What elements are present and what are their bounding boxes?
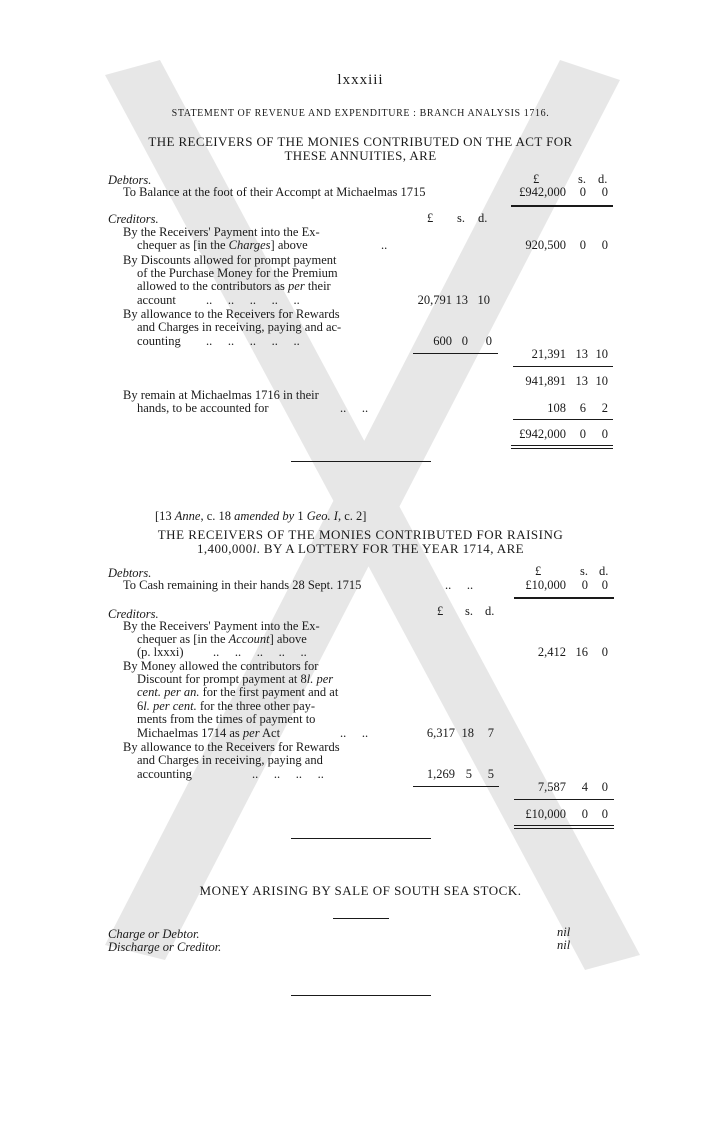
section1-c2-shillings: 13: [455, 293, 468, 307]
section2-c2-dots: .. ..: [340, 726, 369, 740]
act-ref-b: , c. 18: [200, 509, 235, 523]
section3-charge-label: Charge or Debtor.: [108, 927, 200, 941]
section2-c2-line3: [137, 686, 338, 700]
section1-c3-shillings: 0: [461, 334, 468, 348]
section1-c2-line3: [137, 280, 331, 294]
section1-c2-line3a: allowed to the contributors as: [137, 279, 289, 293]
section3-discharge-label: Discharge or Creditor.: [108, 940, 222, 954]
section1-c2-pounds: 20,791: [417, 293, 452, 307]
section2-title-line2-l: l: [252, 541, 257, 556]
section2-debtor-pence: 0: [601, 578, 608, 592]
section2-c2-line3b: for the first payment and at: [199, 685, 339, 699]
section2-inner-col-shillings: s.: [465, 604, 473, 618]
section1-remain-pence: 2: [601, 401, 608, 415]
page-number: lxxxiii: [337, 72, 384, 88]
section2-subtotal-shillings: 4: [581, 780, 588, 794]
section1-grand-pounds: £942,000: [519, 427, 566, 441]
section1-c1-shillings: 0: [579, 238, 586, 252]
section1-creditors-label: Creditors.: [108, 212, 159, 226]
section1-subtotal-pounds: 21,391: [531, 347, 566, 361]
statement-heading: STATEMENT OF REVENUE AND EXPENDITURE : BRANCH ANALYSIS 1716.: [171, 108, 550, 119]
section3-separator: [291, 995, 431, 996]
section2-grand-pounds: £10,000: [525, 807, 566, 821]
section2-c3-dots: .. .. .. ..: [252, 767, 324, 781]
section1-debtor-text: To Balance at the foot of their Accompt at Michaelmas 1715: [123, 185, 426, 199]
section1-c3-pence: 0: [485, 334, 492, 348]
section1-c2-dots: .. .. .. .. ..: [206, 293, 300, 307]
section1-c1-line1: By the Receivers' Payment into the Ex-: [123, 225, 320, 239]
section2-grand-double-rule: [514, 825, 614, 829]
section2-c3-line2: and Charges in receiving, paying and: [137, 753, 323, 767]
section2-c2-line4a: 6: [137, 699, 144, 713]
section1-debtor-pence: 0: [601, 185, 608, 199]
section1-subtotal-rule: [513, 366, 613, 367]
section2-c3-pounds: 1,269: [426, 767, 455, 781]
section2-c2-pounds: 6,317: [426, 726, 455, 740]
section1-remain-pounds: 108: [547, 401, 566, 415]
section2-separator: [291, 838, 431, 839]
section2-c1-pounds: 2,412: [537, 645, 566, 659]
section1-total-pence: 10: [595, 374, 608, 388]
section2-c2-line6b: Act: [259, 726, 281, 740]
section2-c1-line2a: chequer as [in the: [137, 632, 229, 646]
section2-c3-line1: By allowance to the Receivers for Rewards: [123, 740, 340, 754]
section2-c1-shillings: 16: [575, 645, 588, 659]
section2-c2-line6-italic: per: [242, 726, 260, 740]
section1-inner-col-shillings: s.: [457, 211, 465, 225]
section2-c2-line2a: Discount for prompt payment at 8: [137, 672, 307, 686]
section1-debtor-rule: [511, 205, 613, 209]
section2-subtotal-pence: 0: [601, 780, 608, 794]
section2-title-line1: THE RECEIVERS OF THE MONIES CONTRIBUTED FOR RAISING: [157, 527, 564, 542]
section2-c1-line1: By the Receivers' Payment into the Ex-: [123, 619, 320, 633]
section3-discharge-value: nil: [557, 938, 571, 952]
section3-short-rule: [333, 918, 389, 919]
section2-title-line2b: . BY A LOTTERY FOR THE YEAR 1714, ARE: [256, 541, 524, 556]
section1-c2-line1: By Discounts allowed for prompt payment: [123, 253, 337, 267]
section2-title-line2a: 1,400,000: [197, 541, 253, 556]
section2-debtor-rule: [514, 597, 614, 601]
section2-col-pence: d.: [599, 564, 609, 578]
section1-inner-rule: [413, 353, 498, 354]
section2-c2-line4b: for the three other pay-: [196, 699, 316, 713]
section2-c2-shillings: 18: [461, 726, 474, 740]
section2-c1-line2b: ] above: [269, 632, 307, 646]
section2-c2-line4-italic: l. per cent.: [143, 699, 197, 713]
section1-grand-double-rule: [511, 445, 613, 449]
section1-c3-line3: counting: [137, 334, 181, 348]
section1-debtors-label: Debtors.: [108, 173, 152, 187]
section2-debtor-text: To Cash remaining in their hands 28 Sept. 1715: [123, 578, 362, 592]
section1-title-line1: THE RECEIVERS OF THE MONIES CONTRIBUTED ON THE ACT FOR: [148, 134, 573, 149]
section1-col-pence: d.: [598, 172, 608, 186]
section2-c2-line1: By Money allowed the contributors for: [123, 659, 319, 673]
section1-c1-line2a: chequer as [in the: [137, 238, 229, 252]
section1-remain-line2: hands, to be accounted for: [137, 401, 269, 415]
section2-debtors-label: Debtors.: [108, 566, 152, 580]
section1-c3-line1: By allowance to the Receivers for Rewards: [123, 307, 340, 321]
section2-c2-line6: [137, 727, 280, 741]
section1-c1-line2b: ] above: [270, 238, 308, 252]
section1-remain-line1: By remain at Michaelmas 1716 in their: [123, 388, 319, 402]
section2-subtotal-pounds: 7,587: [537, 780, 566, 794]
section1-c3-pounds: 600: [433, 334, 452, 348]
section2-c3-shillings: 5: [465, 767, 472, 781]
section2-title-line2: [0, 541, 721, 557]
section2-c2-pence: 7: [487, 726, 494, 740]
section1-debtor-shillings: 0: [579, 185, 586, 199]
section1-c1-pounds: 920,500: [525, 238, 566, 252]
section1-subtotal-shillings: 13: [575, 347, 588, 361]
section2-c2-line2-italic: l. per: [306, 672, 334, 686]
section2-col-pound: £: [535, 564, 542, 578]
section2-subtotal-rule: [514, 799, 614, 800]
section1-grand-shillings: 0: [579, 427, 586, 441]
section2-c1-pence: 0: [601, 645, 608, 659]
section1-remain-dots: .. ..: [340, 401, 369, 415]
section1-c1-line2-italic: Charges: [228, 238, 271, 252]
section1-c2-line3b: their: [304, 279, 331, 293]
section2-debtor-shillings: 0: [581, 578, 588, 592]
section1-remain-shillings: 6: [579, 401, 586, 415]
section2-c3-line3: accounting: [137, 767, 192, 781]
section1-c3-line2: and Charges in receiving, paying and ac-: [137, 320, 342, 334]
act-ref-geo: Geo. I: [306, 509, 338, 523]
section1-col-pound: £: [533, 172, 540, 186]
section3-title: MONEY ARISING BY SALE OF SOUTH SEA STOCK.: [199, 883, 522, 898]
section1-c1-dots: ..: [381, 238, 388, 252]
section2-grand-pence: 0: [601, 807, 608, 821]
section2-c2-line3-italic: cent. per an.: [137, 685, 200, 699]
act-ref-amended: amended by: [234, 509, 295, 523]
section1-c1-line2: [137, 239, 308, 253]
section1-debtor-pounds: £942,000: [519, 185, 566, 199]
section3-charge-value: nil: [557, 925, 571, 939]
section1-separator: [291, 461, 431, 462]
section2-grand-shillings: 0: [581, 807, 588, 821]
section2-c3-pence: 5: [487, 767, 494, 781]
section1-inner-col-pence: d.: [478, 211, 488, 225]
section1-c2-line3-italic: per: [288, 279, 305, 293]
act-ref-anne: Anne: [174, 509, 201, 523]
section2-debtor-dots: .. ..: [445, 578, 474, 592]
section2-inner-col-pence: d.: [485, 604, 495, 618]
section1-total-pounds: 941,891: [525, 374, 566, 388]
section1-c2-line2: of the Purchase Money for the Premium: [137, 266, 338, 280]
act-ref-c: 1: [294, 509, 307, 523]
section1-subtotal-pence: 10: [595, 347, 608, 361]
section1-remain-rule: [513, 419, 613, 420]
section1-total-shillings: 13: [575, 374, 588, 388]
act-ref-d: , c. 2]: [337, 509, 367, 523]
section1-c1-pence: 0: [601, 238, 608, 252]
section2-act-reference: [155, 510, 366, 524]
section2-inner-col-pound: £: [437, 604, 444, 618]
section2-c1-dots: .. .. .. .. ..: [213, 645, 307, 659]
section1-c2-line4: account: [137, 293, 176, 307]
section1-c3-dots: .. .. .. .. ..: [206, 334, 300, 348]
section1-title-line2: THESE ANNUITIES, ARE: [284, 148, 437, 163]
section2-c2-line5: ments from the times of payment to: [137, 712, 316, 726]
section2-c1-line2-italic: Account: [228, 632, 270, 646]
section1-col-shillings: s.: [578, 172, 586, 186]
section2-inner-rule: [413, 786, 499, 787]
section2-creditors-label: Creditors.: [108, 607, 159, 621]
section1-grand-pence: 0: [601, 427, 608, 441]
section2-debtor-pounds: £10,000: [525, 578, 566, 592]
section2-col-shillings: s.: [580, 564, 588, 578]
section1-inner-col-pound: £: [427, 211, 434, 225]
section2-c1-line3: (p. lxxxi): [137, 645, 184, 659]
act-ref-a: [13: [155, 509, 175, 523]
section2-c2-line6a: Michaelmas 1714 as: [137, 726, 243, 740]
section1-c2-pence: 10: [477, 293, 490, 307]
